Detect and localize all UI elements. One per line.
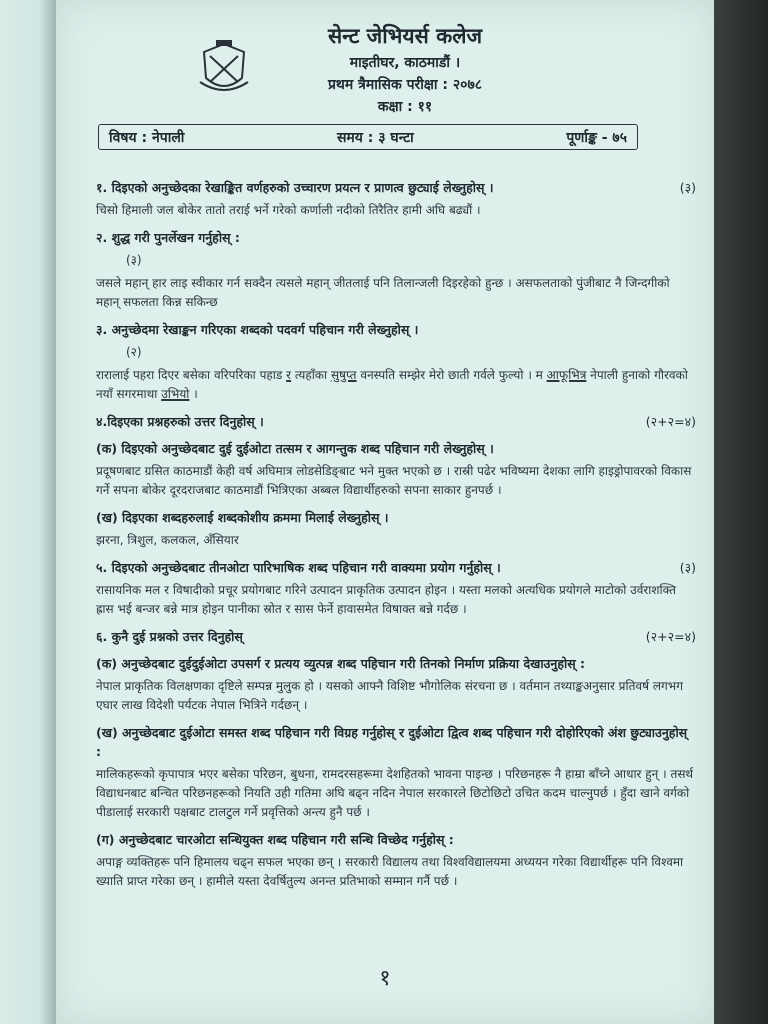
question-6c: (ग) अनुच्छेदबाट चारओटा सन्धियुक्त शब्द पहिचान गरी सन्धि विच्छेद गर्नुहोस् : [96,832,454,847]
question-2: २. शुद्ध गरी पुनर्लेखन गर्नुहोस् : [96,230,240,245]
passage-3: रारालाई पहरा दिएर बसेका वरिपरिका पहाड र त्यहाँका सुषुप्त वनस्पति सम्झेर मेरो छाती गर्वले फुल्यो । म आफूभित्र नेपाली हुनाको गौरवको नयाँ सगरमाथा उभियो । [96,368,688,401]
page-number: १ [379,966,391,991]
question-4b: (ख) दिइएका शब्दहरुलाई शब्दकोशीय क्रममा मिलाई लेख्नुहोस् । [96,510,389,525]
page-edge-left [0,0,56,1024]
passage-6c: अपाङ्ग व्यक्तिहरू पनि हिमालय चढ्न सफल भएका छन् । सरकारी विद्यालय तथा विश्वविद्यालयमा अध्ययन गरेका विद्यार्थीहरू पनि विश्वमा ख्याति प्राप्त गरेका छन् । हामीले यस्ता देवर्षितुल्य अनन्त प्रतिभाको सम्मान गर्नै पर्छ । [96,855,684,888]
question-5: ५. दिइएको अनुच्छेदबाट तीनओटा पारिभाषिक शब्द पहिचान गरी वाक्यमा प्रयोग गर्नुहोस् । (३) [96,560,696,575]
subject-info-box [98,124,638,150]
marks-label: (२+२=४) [645,414,696,429]
underlined-word: आफूभित्र [546,368,587,382]
background-right [714,0,768,1024]
questions-section [96,170,696,891]
passage-4a: प्रदूषणबाट ग्रसित काठमाडौं केही वर्ष अघिमात्र लोडसेडिङ्बाट भने मुक्त भएको छ । रास्री पढेर भविष्यमा देशका लागि हाइड्रोपावरको विकास गर्ने सपना बोकेर दूरदराजबाट काठमाडौं भित्रिएका अब्बल विद्यार्थीहरुको सपना साकार हुनपर्छ । [96,464,692,497]
question-4a: (क) दिइएको अनुच्छेदबाट दुई दुईओटा तत्सम र आगन्तुक शब्द पहिचान गरी लेख्नुहोस् । [96,441,494,456]
subject-label: विषय : नेपाली [109,129,185,146]
passage-4b: झरना, त्रिशुल, कलकल, अँसियार [96,533,239,547]
underlined-word: र [286,368,292,382]
passage-5: रासायनिक मल र विषादीको प्रचूर प्रयोगबाट गरिने उत्पादन प्राकृतिक उत्पादन होइन । यस्ता मलको अत्यधिक प्रयोगले माटोको उर्वराशक्ति ह्रास भई बन्जर बन्ने मात्र होइन पानीका स्रोत र सास फेर्ने हावासमेत विषाक्त बन्ने गर्दछ । [96,583,676,616]
question-4: ४.दिइएका प्रश्नहरुको उत्तर दिनुहोस् । (२+२=४) [96,414,696,429]
college-address: माइतीघर, काठमाडौं । [349,55,461,71]
grade-label: कक्षा : ११ [377,99,433,115]
full-marks-label: पूर्णाङ्क - ७५ [566,129,627,146]
college-name: सेन्ट जेभियर्स कलेज [327,24,483,48]
marks-label: (३) [679,560,696,575]
question-6b: (ख) अनुच्छेदबाट दुईओटा समस्त शब्द पहिचान गरी विग्रह गर्नुहोस् र दुईओटा द्वित्व शब्द पहिचान गरी दोहोरिएको अंश छुट्याउनुहोस् : [96,725,688,759]
underlined-word: उभियो [161,387,190,401]
passage-6a: नेपाल प्राकृतिक विलक्षणका दृष्टिले सम्पन्न मुलुक हो । यसको आफ्नै विशिष्ट भौगोलिक संरचना छ । वर्तमान तथ्याङ्कअनुसार प्रतिवर्ष लगभग एघार लाख विदेशी पर्यटक नेपाल भित्रिने गर्दछन् । [96,679,683,712]
passage-6b: मालिकहरूको कृपापात्र भएर बसेका परिछन, बुधना, रामदरसहरूमा देशहितको भावना पाइन्छ । परिछनहरू नै हाम्रा बाँच्ने आधार हुन् । तसर्थ विद्याधनबाट बन्चित परिछनहरूको नियति उही गतिमा अघि बढ्न नदिन नेपाल सरकारले छिटोछिटो उचित कदम चाल्नुपर्छ । हुँदा खाने वर्गको पीडालाई सरकारी पक्षबाट टालटुल गर्ने प्रवृत्तिको अन्त्य हुनै पर्छ । [96,767,694,819]
time-label: समय : ३ घन्टा [336,129,414,146]
question-3: ३. अनुच्छेदमा रेखाङ्कन गरिएका शब्दको पदवर्ग पहिचान गरी लेख्नुहोस् । [96,322,419,337]
marks-label: (३) [679,180,696,195]
exam-title: प्रथम त्रैमासिक परीक्षा : २०७८ [327,77,483,93]
passage-2: जसले महान् हार लाइ स्वीकार गर्न सक्दैन त्यसले महान् जीतलाई पनि तिलान्जली दिइरहेको हुन्छ । असफलताको पुंजीबाट नै जिन्दगीको महान् सफलता किन्न सकिन्छ [96,276,670,309]
marks-label: (२) [126,345,142,359]
exam-header [56,22,714,116]
question-6: ६. कुनै दुई प्रश्नको उत्तर दिनुहोस् (२+२=४) [96,629,696,644]
marks-label: (३) [126,253,142,267]
exam-sheet [56,0,714,1024]
question-1: १. दिइएको अनुच्छेदका रेखाङ्कित वर्णहरुको उच्चारण प्रयत्न र प्राणत्व छुट्याई लेख्नुहोस् । (३) [96,180,696,195]
underlined-word: सुषुप्त [330,368,357,382]
marks-label: (२+२=४) [645,629,696,644]
question-6a: (क) अनुच्छेदबाट दुईदुईओटा उपसर्ग र प्रत्यय व्युत्पन्न शब्द पहिचान गरी तिनको निर्माण प्रक्रिया देखाउनुहोस् : [96,656,586,671]
passage-1: चिसो हिमाली जल बोकेर तातो तराई भर्ने गरेको कर्णाली नदीको तिरैतिर हामी अघि बढ्यौं । [96,203,481,217]
